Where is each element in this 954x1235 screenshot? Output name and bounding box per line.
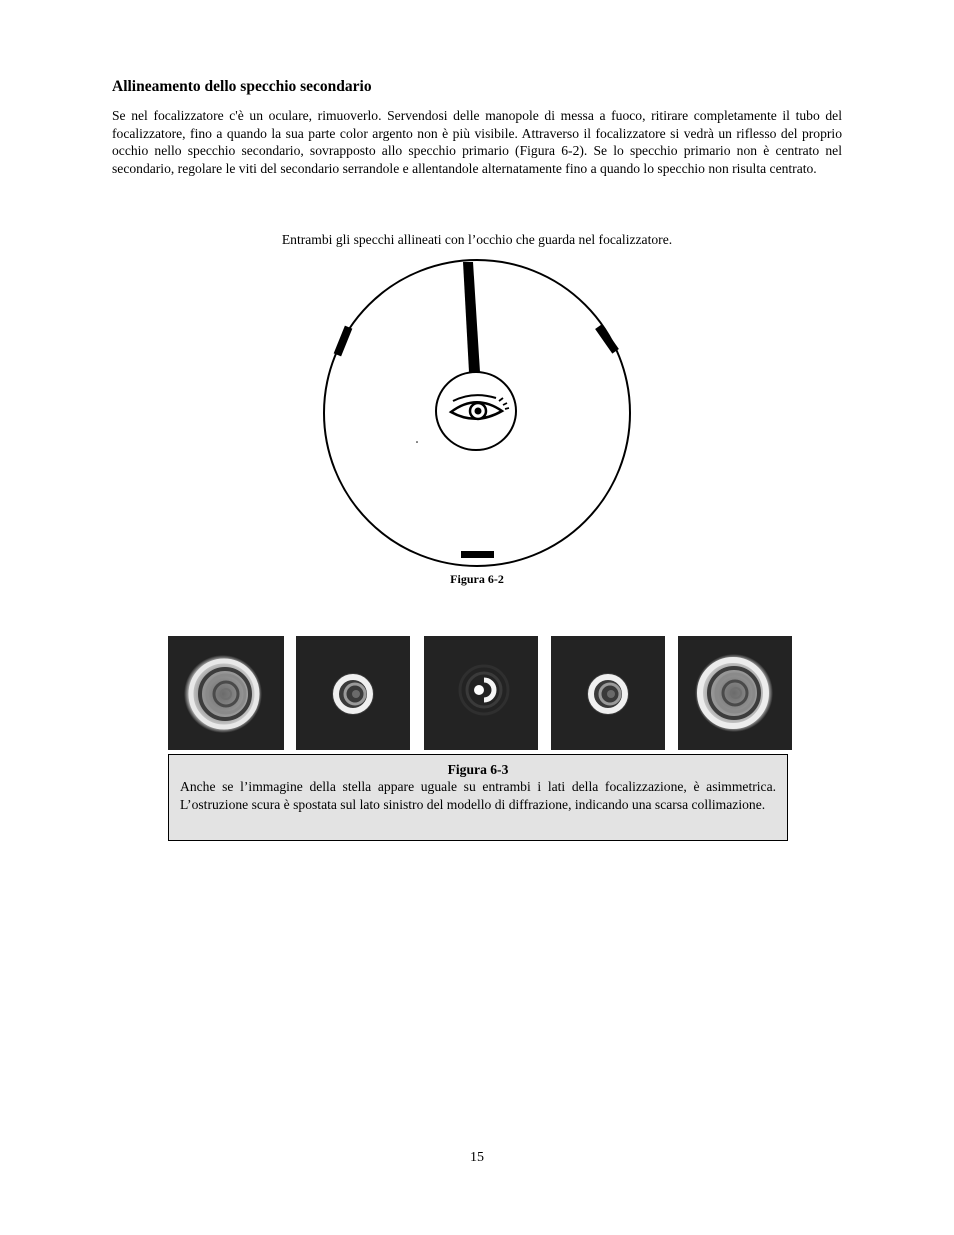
star-pattern-focus-arc <box>424 636 538 750</box>
star-pattern-small-rings <box>551 636 665 750</box>
star-image-in-focus <box>424 636 538 750</box>
page-number: 15 <box>470 1150 484 1165</box>
figure-6-2-caption: Figura 6-2 <box>450 572 504 586</box>
star-pattern-small-rings <box>296 636 410 750</box>
section-heading: Allineamento dello specchio secondario <box>112 78 372 95</box>
figure-6-3-caption-box <box>168 754 788 841</box>
speck-mark <box>416 441 418 443</box>
section-paragraph: Se nel focalizzatore c'è un oculare, rimuoverlo. Servendosi delle manopole di messa a fuoco, ritirare completamente il tubo del focalizzatore, fino a quando la sua parte color argento non è più visibile. Attraverso il focalizzatore si vedrà un riflesso del proprio occhio nello specchio secondario, sovrapposto allo specchio primario (Figura 6-2). Se lo specchio primario non è centrato nel secondario, regolare le viti del secondario serrandole e allentandole alternatamente fino a quando lo specchio non risulta centrato. <box>112 108 842 176</box>
eye-in-mirror-diagram <box>318 258 636 570</box>
figure-6-3-caption-title: Figura 6-3 <box>447 762 509 777</box>
star-image-extra-focal-right <box>678 636 792 750</box>
figure-6-2-diagram <box>318 258 636 575</box>
star-image-near-focus-left <box>296 636 410 750</box>
star-image-near-focus-right <box>551 636 665 750</box>
figure-6-2-intro: Entrambi gli specchi allineati con l’occhio che guarda nel focalizzatore. <box>281 232 673 247</box>
star-pattern-large-rings <box>678 636 792 750</box>
star-pattern-large-rings <box>168 636 284 750</box>
figure-6-3-caption-text: Anche se l’immagine della stella appare uguale su entrambi i lati della focalizzazione, è asimmetrica. L’ostruzione scura è spostata sul lato sinistro del modello di diffrazione, indicando una scarsa collimazione. <box>180 779 776 812</box>
star-image-extra-focal-left <box>168 636 284 750</box>
mirror-clip-bottom <box>461 551 494 558</box>
